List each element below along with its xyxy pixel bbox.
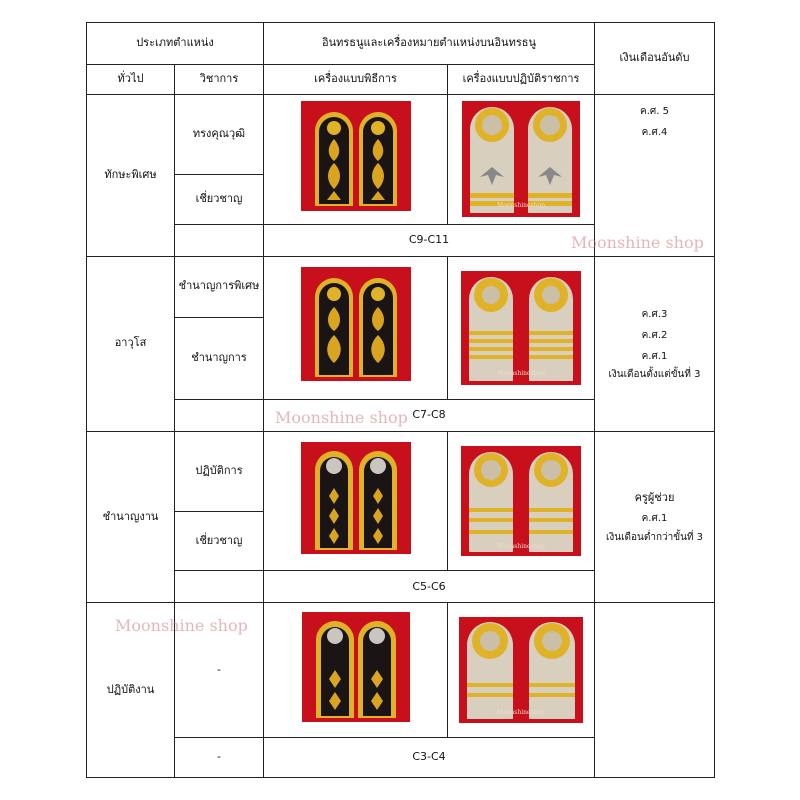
photo-label: Moonshineshop (497, 543, 545, 551)
rank-item: ครูผู้ช่วย (634, 491, 675, 505)
rank-item: เงินเดือนต่ำกว่าขั้นที่ 3 (605, 532, 704, 544)
ceremonial-boards-image (301, 442, 411, 554)
salary-ranks (595, 256, 715, 431)
general-type: อาวุโส (87, 256, 175, 431)
ceremonial-boards-image (301, 101, 411, 211)
general-type: ทักษะพิเศษ (87, 95, 175, 256)
ceremonial-boards-image (301, 267, 411, 381)
header-salary: เงินเดือนอันดับ (595, 23, 715, 95)
ceremonial-photo (264, 256, 448, 399)
rank-item: ค.ศ.1 (641, 513, 668, 525)
academic-type: เชี่ยวชาญ (175, 175, 264, 224)
service-boards-image (462, 101, 580, 217)
salary-ranks (595, 95, 715, 256)
ceremonial-boards-image (302, 612, 410, 722)
general-type: ปฏิบัติงาน (87, 603, 175, 778)
header-general: ทั่วไป (87, 65, 175, 95)
grade-code: C9-C11 (264, 224, 595, 256)
header-position-type: ประเภทตำแหน่ง (87, 23, 264, 65)
academic-type: - (175, 737, 264, 777)
rank-item: เงินเดือนตั้งแต่ขั้นที่ 3 (608, 369, 701, 381)
general-type: ชำนาญงาน (87, 432, 175, 603)
ceremonial-photo (264, 95, 448, 224)
academic-type: ชำนาญการ (175, 317, 264, 399)
service-photo (448, 432, 595, 571)
photo-label: Moonshineshop (497, 369, 545, 377)
service-photo (448, 256, 595, 399)
service-boards-image (461, 271, 581, 385)
salary-ranks (595, 432, 715, 603)
header-insignia: อินทรธนูและเครื่องหมายตำแหน่งบนอินทรธนู (264, 23, 595, 65)
photo-label: Moonshineshop (497, 202, 545, 210)
board-left (315, 112, 353, 206)
academic-type: ทรงคุณวุฒิ (175, 95, 264, 175)
rank-item: ค.ศ.1 (641, 351, 668, 363)
header-academic: วิชาการ (175, 65, 264, 95)
grade-code: C5-C6 (264, 571, 595, 603)
service-boards-image (461, 446, 581, 556)
rank-item: ค.ศ. 5 (640, 106, 669, 118)
insignia-table (86, 22, 715, 778)
academic-type: ชำนาญการพิเศษ (175, 256, 264, 317)
watermark: Moonshine shop (275, 408, 408, 427)
watermark: Moonshine shop (115, 616, 248, 635)
watermark: Moonshine shop (571, 233, 704, 252)
grade-code: C7-C8 (264, 399, 595, 431)
header-service: เครื่องแบบปฏิบัติราชการ (448, 65, 595, 95)
academic-type: - (175, 603, 264, 737)
academic-type: เชี่ยวชาญ (175, 512, 264, 571)
header-ceremonial: เครื่องแบบพิธีการ (264, 65, 448, 95)
ceremonial-photo (264, 603, 448, 737)
service-photo (448, 95, 595, 224)
grade-code: C3-C4 (264, 737, 595, 777)
rank-item: ค.ศ.4 (641, 127, 668, 139)
service-photo (448, 603, 595, 737)
rank-item: ค.ศ.2 (641, 330, 668, 342)
board-right (359, 112, 397, 206)
salary-ranks-empty (595, 603, 715, 778)
rank-item: ค.ศ.3 (641, 309, 668, 321)
photo-label: Moonshineshop (497, 709, 545, 717)
ceremonial-photo (264, 432, 448, 571)
academic-type: ปฏิบัติการ (175, 432, 264, 512)
